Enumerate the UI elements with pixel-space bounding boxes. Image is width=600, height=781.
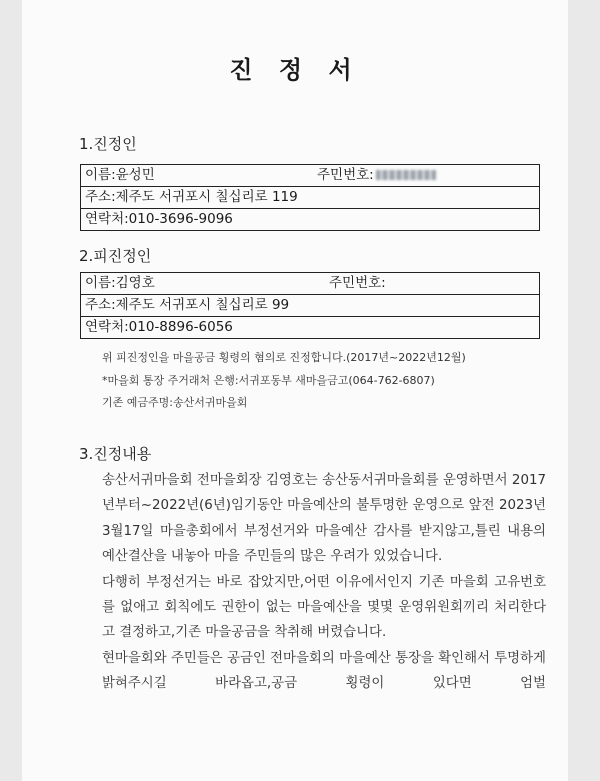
document-page [22,0,568,781]
content-paragraph: 다행히 부정선거는 바로 잡았지만,어떤 이유에서인지 기존 마을회 고유번호를 없애고 회칙에도 권한이 없는 마을예산을 몇몇 운영위원회끼리 처리한다고 결정하고,기존 마을공금을 착취해 버렸습니다. [102,574,546,641]
petitioner-address-row: 주소:제주도 서귀포시 칠십리로 119 [81,186,539,208]
petitioner-info-box [80,164,540,231]
respondent-info-box [80,272,540,339]
section-heading-petitioner: 1.진정인 [79,135,137,153]
respondent-address-row: 주소:제주도 서귀포시 칠십리로 99 [81,294,539,316]
respondent-rrn [329,273,386,294]
content-paragraph: 현마을회와 주민들은 공금인 전마을회의 마을예산 통장을 확인해서 투명하게 밝혀주시길 바라옵고,공금 횡령이 있다면 엄벌 [102,650,546,692]
respondent-name-row [81,273,539,294]
document-title: 진 정 서 [229,56,361,84]
petition-content [102,468,546,697]
petitioner-rrn [317,165,436,186]
bank-note: *마을회 통장 주거래처 은행:서귀포동부 새마을금고(064-762-6807) [102,374,435,387]
respondent-name: 이름:김영호 [85,275,155,291]
respondent-contact-row: 연락처:010-8896-6056 [81,316,539,338]
content-paragraph: 송산서귀마을회 전마을회장 김영호는 송산동서귀마을회를 운영하면서 2017년부터~2022년(6년)임기동안 마을예산의 불투명한 운영으로 앞전 2023년3월17일 마을총회에서 부정선거와 마을예산 감사를 받지않고,틀린 내용의 예산결산을 내놓아 마을 주민들의 많은 우려가 있었습니다. [102,473,546,565]
section-heading-content: 3.진정내용 [79,445,152,463]
petitioner-name: 이름:윤성민 [85,167,155,183]
section-heading-respondent: 2.피진정인 [79,247,152,265]
account-holder-note: 기존 예금주명:송산서귀마을회 [102,396,248,409]
petition-note: 위 피진정인을 마을공금 횡령의 혐의로 진정합니다.(2017년~2022년12월) [102,351,466,364]
redacted-blur [376,170,436,180]
petitioner-name-row [81,165,539,186]
petitioner-contact-row: 연락처:010-3696-9096 [81,208,539,230]
respondent-rrn-label: 주민번호: [329,275,386,291]
petitioner-rrn-label: 주민번호: [317,167,374,183]
